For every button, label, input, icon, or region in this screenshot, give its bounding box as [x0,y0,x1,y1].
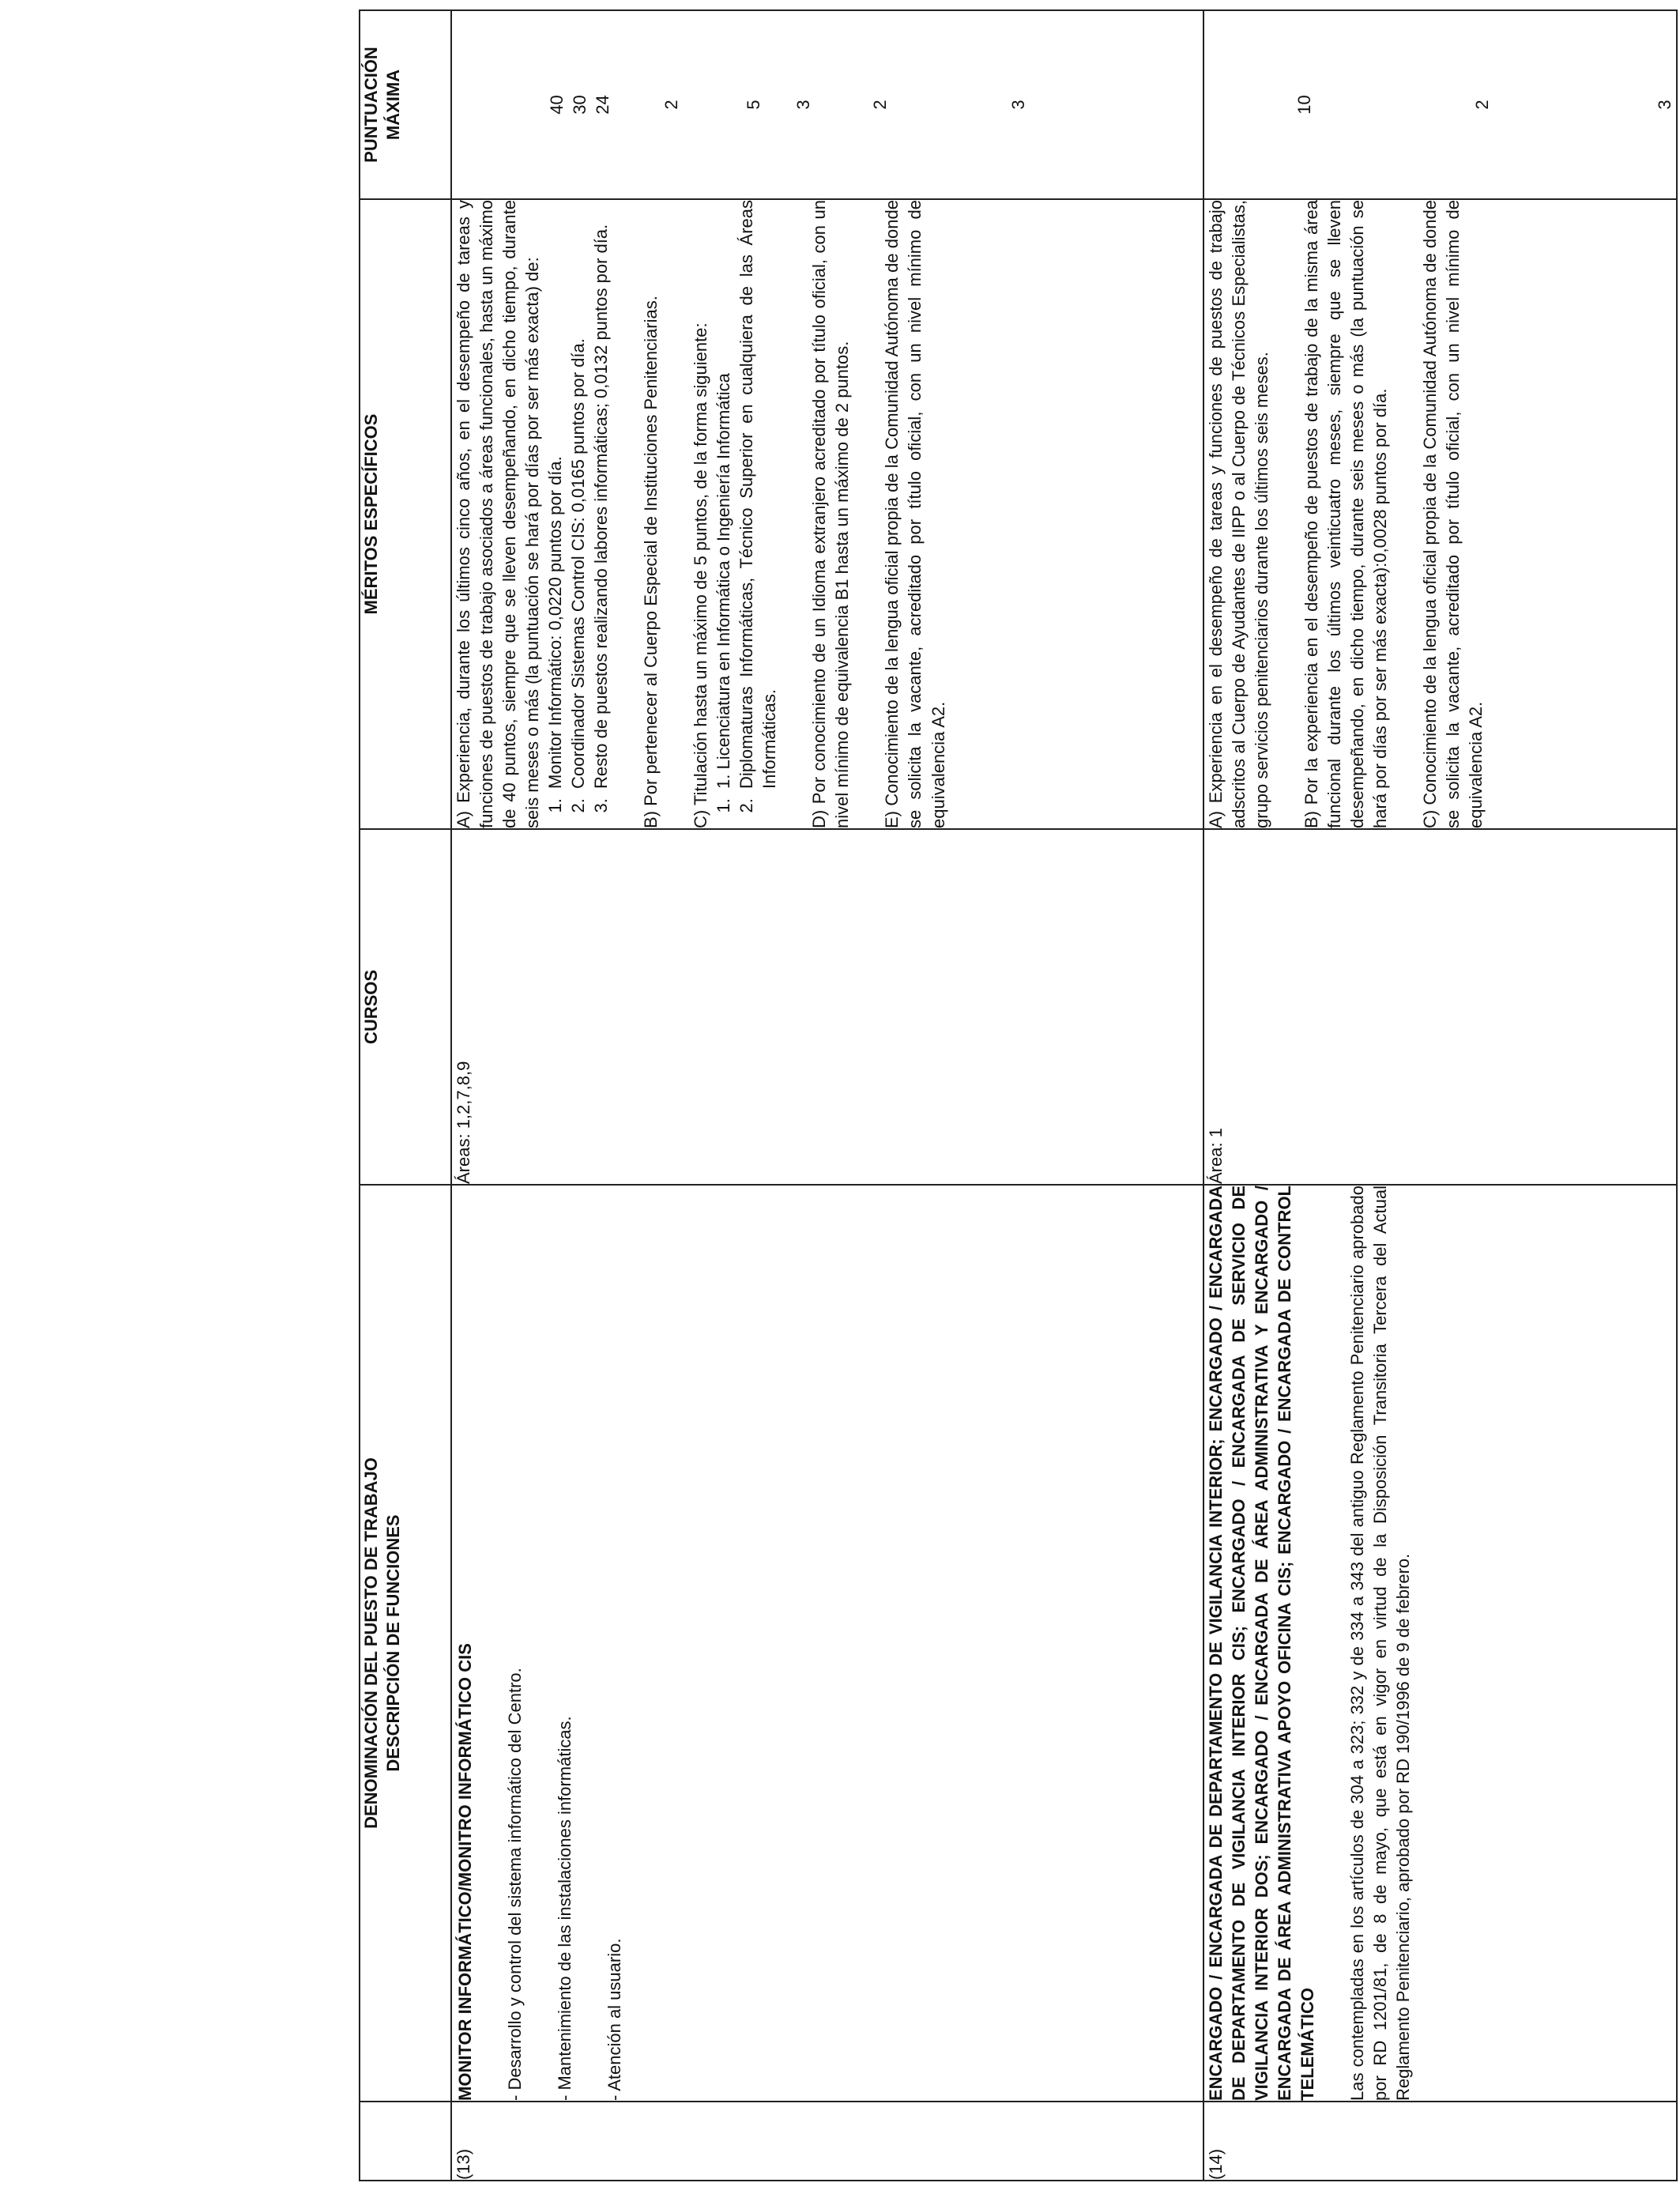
points-b: 2 [1472,100,1492,110]
merit-c-text: C) Conocimiento de la lengua oficial propia de la Comunidad Autónoma de donde se solicita la vacante, acreditado por título oficial, con un nivel mínimo de equivalencia A2. [1420,200,1486,828]
merit-b-text: B) Por la experiencia en el desempeño de puestos de trabajo de la misma área funcional durante los últimos veinticuatro meses, siempre que se lleven desempeñando, en dicho tiempo, durante seis meses o más (la puntuación se hará por días por ser más exacta):0,0028 puntos por día. [1301,200,1391,828]
points-a1: 40 [547,95,567,115]
header-meritos: MÉRITOS ESPECÍFICOS [360,199,451,829]
courses-cell [451,829,1203,1185]
header-denominacion [360,1185,451,2102]
merit-e [880,200,949,828]
points-a3: 24 [593,95,612,115]
points-cell [451,10,1203,199]
header-denominacion-line1: DENOMINACIÓN DEL PUESTO DE TRABAJO [361,1457,381,1829]
header-puntuacion-line1: PUNTUACIÓN [361,47,381,163]
points-a2: 30 [570,95,590,115]
table-row-14 [1203,10,1677,2181]
merit-e-text: E) Conocimiento de la lengua oficial propia de la Comunidad Autónoma de donde se solicita la vacante, acreditado por título oficial, con un nivel mínimo de equivalencia A2. [882,200,948,828]
merit-a [1204,200,1273,828]
merit-a-text: A) Experiencia en el desempeño de tareas y funciones de puestos de trabajo adscritos al Cuerpo de Ayudantes de IIPP o al Cuerpo de Técnicos Especialistas, grupo servicios penitenciarios durante los últimos seis meses. [1206,200,1272,828]
header-puntuacion-line2: MÁXIMA [382,69,403,141]
points-c1: 5 [744,100,763,110]
merit-c-text: C) Titulación hasta un máximo de 5 puntos, de la forma siguiente: [691,322,711,828]
header-denominacion-line2: DESCRIPCIÓN DE FUNCIONES [382,1514,403,1772]
points-d: 2 [870,100,890,110]
merit-b-text: B) Por pertenecer al Cuerpo Especial de Instituciones Penitenciarias. [641,296,661,828]
merit-c-item-2: 2. Diplomaturas Informáticas, Técnico Superior en cualquiera de las Áreas Informáticas. [735,200,781,794]
merit-a-item-3: 3. Resto de puestos realizando labores informáticas; 0,0132 puntos por día. [590,200,612,794]
merit-b [639,200,662,828]
function-item: - Mantenimiento de las instalaciones informáticas. [555,1716,575,2101]
function-item: - Atención al usuario. [605,1938,625,2101]
header-number [360,2102,451,2181]
merit-d [808,200,853,828]
merits-cell [451,199,1203,829]
points-b: 2 [661,100,681,110]
table-row-13 [451,10,1203,2181]
merits-table [359,9,1678,2181]
header-cursos: CURSOS [360,829,451,1185]
merit-a-list [544,200,612,828]
job-description-cell [451,1185,1203,2102]
row-number: (13) [451,2102,1203,2181]
merit-a-item-2: 2. Coordinador Sistemas Control CIS: 0,0165 puntos por día. [567,200,590,794]
merit-c [689,200,781,828]
merit-a [452,200,612,828]
points-cell [1203,10,1677,199]
merit-b [1300,200,1392,828]
courses-cell [1203,829,1677,1185]
merits-cell [1203,199,1677,829]
points-a: 10 [1294,95,1314,115]
merit-d-text: D) Por conocimiento de un Idioma extranjero acreditado por título oficial, con un nivel mínimo de equivalencia B1 hasta un máximo de 2 puntos. [809,200,853,828]
points-c: 3 [1655,100,1674,110]
job-title: MONITOR INFORMÁTICO/MONITRO INFORMÁTICO CIS [455,1643,475,2101]
function-item: - Desarrollo y control del sistema informático del Centro. [505,1668,525,2101]
header-row [360,10,451,2181]
courses-text: Áreas: 1,2,7,8,9 [454,1061,473,1184]
points-c2: 3 [793,100,813,110]
job-title: ENCARGADO / ENCARGADA DE DEPARTAMENTO DE VIGILANCIA INTERIOR; ENCARGADO / ENCARGADA DE DEPARTAMENTO DE VIGILANCIA INTERIOR CIS; ENCARGADO / ENCARGADA DE SERVICIO DE VIGILANCIA INTERIOR DOS; ENCARGADO / ENCARGADA DE ÁREA ADMINISTRATIVA Y ENCARGADO / ENCARGADA DE ÁREA ADMINISTRATIVA APOYO OFICINA CIS; ENCARGADO / ENCARGADA DE CONTROL TELEMÁTICO [1206,1186,1318,2101]
job-functions-text: Las contempladas en los artículos de 304 a 323; 332 y de 334 a 343 del antiguo Reglamento Penitenciario aprobado por RD 1201/81, de 8 de mayo, que está en vigor en virtud de la Disposición Transitoria Tercera del Actual Reglamento Penitenciario, aprobado por RD 190/1996 de 9 de febrero. [1347,1186,1414,2101]
row-number: (14) [1203,2102,1677,2181]
courses-text: Área: 1 [1206,1128,1226,1184]
header-puntuacion [360,10,451,199]
job-description-cell [1203,1185,1677,2102]
merit-c [1418,200,1487,828]
merit-a-item-1: 1. Monitor Informático: 0,0220 puntos por día. [544,200,567,794]
merit-c-item-1: 1. 1. Licenciatura en Informática o Ingeniería Informática [712,200,735,794]
merit-a-text: A) Experiencia, durante los últimos cinco años, en el desempeño de tareas y funciones de puestos de trabajo asociados a áreas funcionales, hasta un máximo de 40 puntos, siempre que se lleven desempeñando, en dicho tiempo, durante seis meses o más (la puntuación se hará por días por ser más exacta) de: [454,200,543,828]
points-e: 3 [1008,100,1028,110]
merit-c-list [712,200,781,828]
